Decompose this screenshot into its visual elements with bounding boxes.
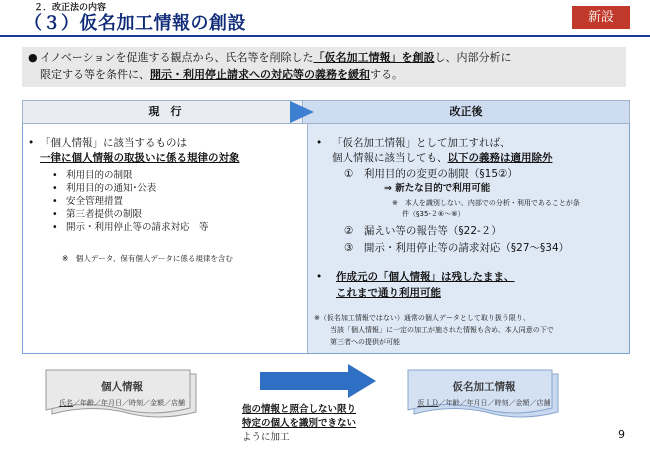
- pseudonymized-info-document: [400, 368, 568, 424]
- summary-bold: 開示・利用停止請求への対応等の義務を緩和: [150, 68, 370, 81]
- transform-arrow-icon: [260, 364, 376, 398]
- current-header: 現 行: [22, 100, 308, 124]
- summary-part: 限定する等を条件に、: [40, 68, 150, 81]
- right-item1-note: 件（§35-２⑥〜⑧）: [402, 210, 465, 218]
- field-name: 氏名: [59, 399, 73, 407]
- right-line1: 「仮名加工情報」として加工すれば、: [332, 137, 511, 149]
- revised-header: 改正後: [302, 100, 630, 124]
- pseudonymized-info-fields: [400, 398, 568, 408]
- left-item: 利用目的の通知･公表: [66, 183, 157, 194]
- summary-part: イノベーションを促進する観点から、氏名等を削除した: [40, 51, 314, 64]
- arrow-caption-line1: 他の情報と照合しない限り: [242, 404, 357, 415]
- document-icon: [400, 368, 568, 424]
- personal-info-fields: [38, 398, 206, 408]
- left-item-bullet-icon: •: [52, 170, 58, 181]
- page-number: 9: [618, 428, 625, 441]
- fields-rest: ／年齢／年月日／時刻／金額／店舗: [438, 399, 551, 407]
- personal-info-title: 個人情報: [101, 381, 143, 393]
- title-underline: [0, 35, 650, 37]
- right-line2-bold: 以下の義務は適用除外: [447, 152, 553, 164]
- left-item-bullet-icon: •: [52, 222, 58, 233]
- field-id: 仮ＩＤ: [417, 399, 439, 407]
- left-line1: 「個人情報」に該当するものは: [40, 137, 187, 149]
- left-item-bullet-icon: •: [52, 183, 58, 194]
- right-line2-part: 個人情報に該当しても、: [332, 152, 448, 164]
- personal-info-document: [38, 368, 206, 424]
- right-item1: ① 利用目的の変更の制限（§15②）: [344, 168, 518, 180]
- summary-part: する。: [370, 68, 403, 81]
- right-bullet-icon: •: [316, 271, 323, 283]
- right-point2b: これまで通り利用可能: [336, 287, 441, 299]
- right-note: 第三者への提供が可能: [330, 338, 400, 346]
- right-note: ※（仮名加工情報ではない）通常の個人データとして取り扱う限り、: [314, 314, 530, 322]
- page-title: （３）仮名加工情報の創設: [24, 13, 246, 34]
- right-line2: [332, 151, 553, 165]
- summary-text: [40, 47, 614, 83]
- left-bullet-icon: •: [28, 137, 35, 149]
- right-point2a: 作成元の「個人情報」は残したまま、: [336, 271, 515, 283]
- arrow-caption-line2: 特定の個人を識別できない: [242, 418, 357, 429]
- new-badge: 新設: [572, 6, 630, 29]
- right-item1-sub: ⇒ 新たな目的で利用可能: [384, 183, 491, 194]
- summary-bold: 「仮名加工情報」を創設: [313, 51, 435, 64]
- right-bullet-icon: •: [316, 137, 323, 149]
- left-line2: 一律に個人情報の取扱いに係る規律の対象: [40, 152, 240, 164]
- left-note: ※ 個人データ、保有個人データに係る規律を含む: [62, 254, 233, 263]
- right-item2: ② 漏えい等の報告等（§22-２）: [344, 225, 502, 237]
- document-icon: [38, 368, 206, 424]
- bullet-icon: ●: [28, 51, 38, 64]
- left-item: 第三者提供の制限: [66, 209, 143, 220]
- right-item1-note: ※ 本人を識別しない、内部での分析・利用であることが条: [392, 199, 580, 207]
- pseudonymized-info-title: 仮名加工情報: [452, 381, 516, 393]
- section-label: ２．改正法の内容: [34, 3, 107, 13]
- header-arrow-icon: [290, 100, 314, 124]
- left-item-bullet-icon: •: [52, 196, 58, 207]
- fields-rest: ／年齢／年月日／時刻／金額／店舗: [73, 399, 185, 407]
- left-item-bullet-icon: •: [52, 209, 58, 220]
- summary-part: し、内部分析に: [434, 51, 512, 64]
- left-item: 利用目的の制限: [66, 170, 133, 181]
- arrow-caption-line3: ように加工: [242, 432, 290, 443]
- left-item: 安全管理措置: [66, 196, 124, 207]
- summary-box: [22, 47, 626, 87]
- right-item3: ③ 開示・利用停止等の請求対応（§27〜§34）: [344, 242, 570, 254]
- left-item: 開示・利用停止等の請求対応 等: [66, 222, 209, 233]
- right-note: 当該「個人情報」に一定の加工が施された情報も含め、本人同意の下で: [330, 326, 554, 334]
